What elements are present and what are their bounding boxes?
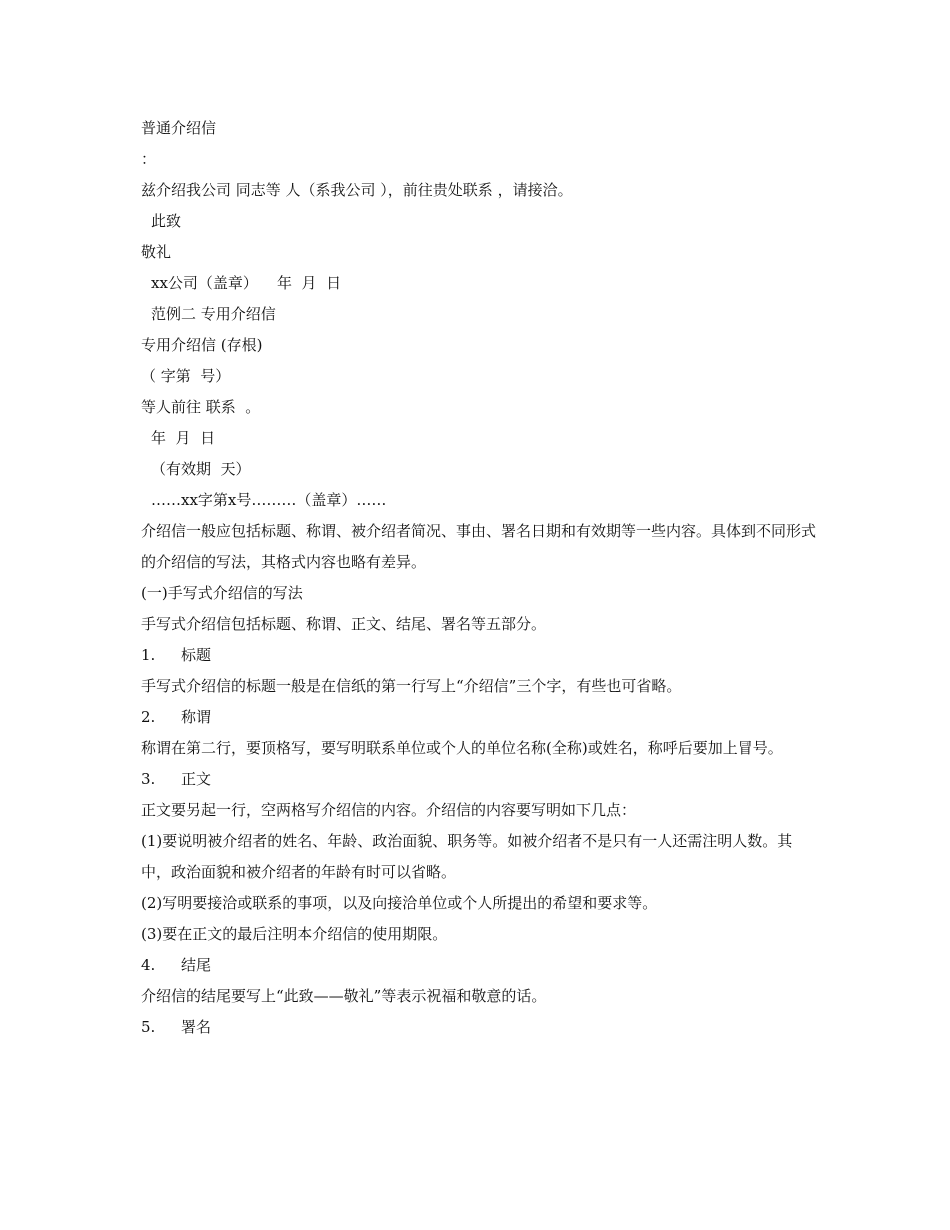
list-item-2: (2)写明要接洽或联系的事项，以及向接洽单位或个人所提出的希望和要求等。 bbox=[141, 894, 658, 912]
numbered-heading-1 bbox=[141, 640, 816, 671]
validity-line: （有效期 天） bbox=[151, 460, 251, 478]
document-body bbox=[141, 113, 816, 1043]
body-paragraph-3: 手写式介绍信的标题一般是在信纸的第一行写上“介绍信”三个字，有些也可省略。 bbox=[141, 677, 682, 695]
body-paragraph-4: 称谓在第二行，要顶格写，要写明联系单位或个人的单位名称(全称)或姓名，称呼后要加上冒号。 bbox=[141, 739, 783, 757]
heading-label: 正文 bbox=[181, 770, 212, 788]
numbered-heading-2 bbox=[141, 702, 816, 733]
stub-heading: 专用介绍信 (存根) bbox=[141, 336, 263, 354]
intro-line: 兹介绍我公司 同志等 人（系我公司 ），前往贵处联系 ，请接洽。 bbox=[141, 181, 573, 199]
list-item-3: (3)要在正文的最后注明本介绍信的使用期限。 bbox=[141, 925, 448, 943]
letter-title: 普通介绍信 bbox=[141, 119, 217, 137]
list-item-1: (1)要说明被介绍者的姓名、年龄、政治面貌、职务等。如被介绍者不是只有一人还需注明人数。其中，政治面貌和被介绍者的年龄有时可以省略。 bbox=[141, 832, 793, 881]
body-paragraph-1: 介绍信一般应包括标题、称谓、被介绍者简况、事由、署名日期和有效期等一些内容。具体到不同形式的介绍信的写法，其格式内容也略有差异。 bbox=[141, 522, 817, 571]
heading-number: 4. bbox=[141, 956, 156, 974]
body-paragraph-2: 手写式介绍信包括标题、称谓、正文、结尾、署名等五部分。 bbox=[141, 615, 547, 633]
heading-label: 称谓 bbox=[181, 708, 212, 726]
dengren-line: 等人前往 联系 。 bbox=[141, 398, 261, 416]
ziwhao-line: （ 字第 号） bbox=[141, 367, 231, 385]
heading-number: 1. bbox=[141, 646, 156, 664]
dots-line: ……xx字第x号………（盖章）…… bbox=[151, 491, 387, 509]
numbered-heading-4 bbox=[141, 950, 816, 981]
numbered-heading-3 bbox=[141, 764, 816, 795]
heading-number: 3. bbox=[141, 770, 156, 788]
closing-cizhi: 此致 bbox=[151, 212, 182, 230]
body-paragraph-6: 介绍信的结尾要写上“此致——敬礼”等表示祝福和敬意的话。 bbox=[141, 987, 547, 1005]
heading-label: 标题 bbox=[181, 646, 212, 664]
heading-label: 署名 bbox=[181, 1018, 212, 1036]
closing-jingli: 敬礼 bbox=[141, 243, 172, 261]
section-heading-handwritten: (一)手写式介绍信的写法 bbox=[141, 584, 303, 602]
numbered-heading-5 bbox=[141, 1012, 816, 1043]
signature-line: xx公司（盖章） 年 月 日 bbox=[151, 274, 342, 292]
example-two-heading: 范例二 专用介绍信 bbox=[151, 305, 276, 323]
heading-number: 2. bbox=[141, 708, 156, 726]
body-paragraph-5: 正文要另起一行，空两格写介绍信的内容。介绍信的内容要写明如下几点： bbox=[141, 801, 637, 819]
salutation-colon: ： bbox=[141, 150, 157, 168]
heading-number: 5. bbox=[141, 1018, 156, 1036]
date-line: 年 月 日 bbox=[151, 429, 216, 447]
heading-label: 结尾 bbox=[181, 956, 212, 974]
